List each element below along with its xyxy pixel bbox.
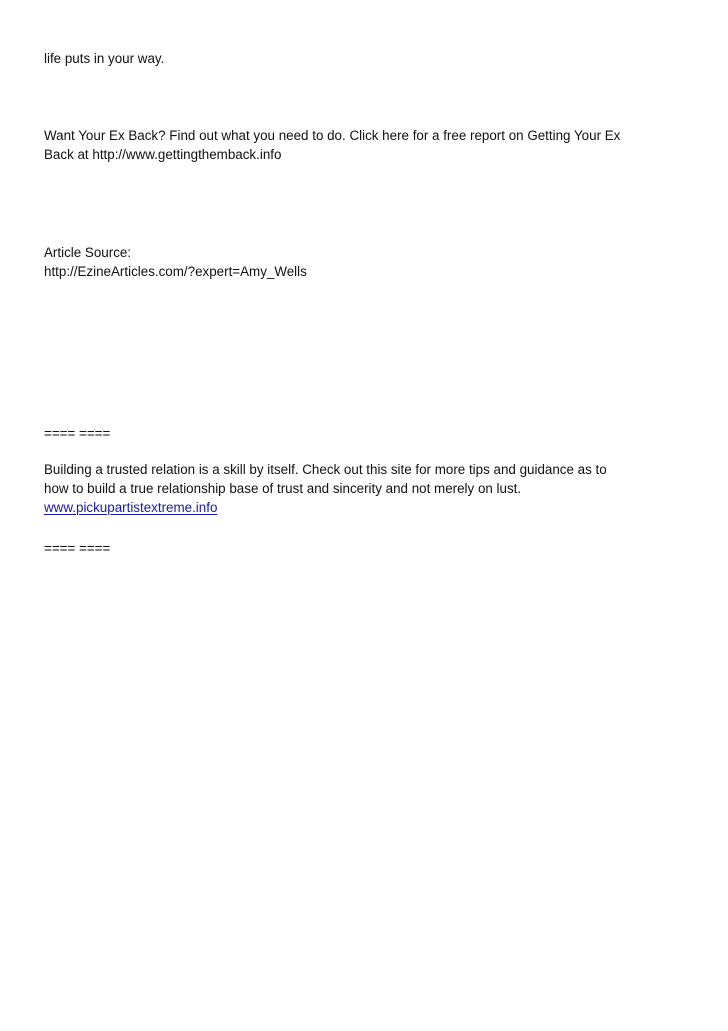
- pickupartist-link[interactable]: www.pickupartistextreme.info: [44, 500, 218, 515]
- divider-bottom-text: ==== ====: [44, 541, 111, 556]
- promo-line-2: Back at http://www.gettingthemback.info: [44, 147, 282, 162]
- article-source: [44, 243, 694, 281]
- promo-line-1: Want Your Ex Back? Find out what you need to do. Click here for a free report on Getting Your Ex: [44, 128, 621, 143]
- closing-line-1: Building a trusted relation is a skill by itself. Check out this site for more tips and guidance as to: [44, 462, 607, 477]
- closing-line-2: how to build a true relationship base of trust and sincerity and not merely on lust.: [44, 481, 522, 496]
- article-source-url: http://EzineArticles.com/?expert=Amy_Wells: [44, 264, 307, 279]
- article-source-label: Article Source:: [44, 245, 132, 260]
- divider-top-text: ==== ====: [44, 426, 111, 441]
- paragraph-ending-text: life puts in your way.: [44, 51, 165, 66]
- closing-paragraph: [44, 460, 694, 517]
- paragraph-ending: [44, 49, 694, 68]
- divider-top: [44, 424, 694, 443]
- promo-paragraph: [44, 126, 694, 164]
- divider-bottom: [44, 539, 694, 558]
